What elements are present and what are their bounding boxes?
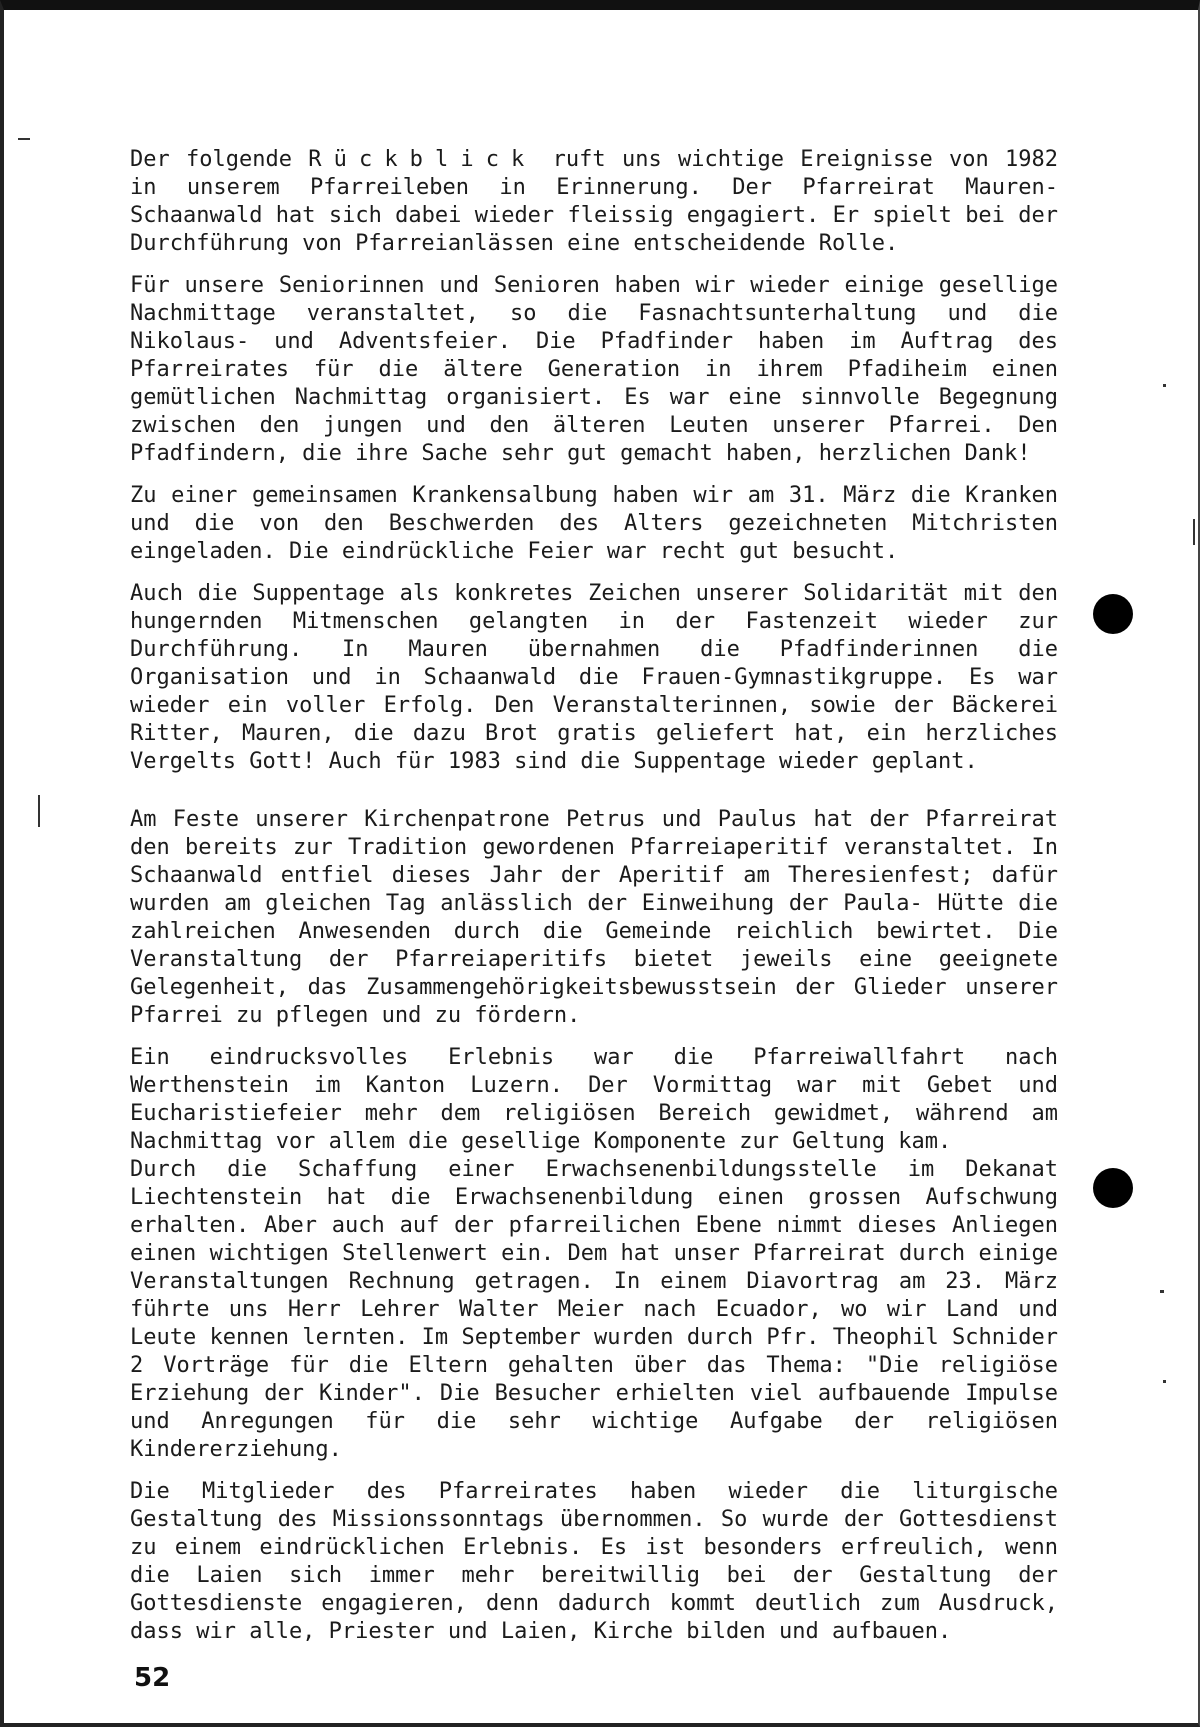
page-text [130,146,1072,1660]
punch-hole-lower [1093,1168,1133,1208]
paragraph-erwachsenenbildung: Durch die Schaffung einer Erwachsenenbildungsstelle im Dekanat Liechtenstein hat die Erwachsenenbildung einen grossen Aufschwung erhalten. Aber auch auf der pfarreilichen Ebene nimmt dieses Anliegen einen wichtigen Stellenwert ein. Dem hat unser Pfarreirat durch einige Veranstaltungen Rechnung getragen. In einem Diavortrag am 23. März führte uns Herr Lehrer Walter Meier nach Ecuador, wo wir Land und Leute kennen lernten. Im September wurden durch Pfr. Theophil Schnider 2 Vorträge für die Eltern gehalten über das Thema: "Die religiöse Erziehung der Kinder". Die Besucher erhielten viel aufbauende Impulse und Anregungen für die sehr wichtige Aufgabe der religiösen Kindererziehung. [130,1157,1072,1462]
paragraph-rueckblick [130,146,1072,258]
page-number: 52 [134,1663,171,1693]
rueckblick-emphasis: Rückblick [308,147,537,172]
paragraph-senioren: Für unsere Seniorinnen und Senioren haben wir wieder einige gesellige Nachmittage veranstaltet, so die Fasnachtsunterhaltung und die Nikolaus- und Adventsfeier. Die Pfadfinder haben im Auftrag des Pfarreirates für die ältere Generation in ihrem Pfadiheim einen gemütlichen Nachmittag organisiert. Es war eine sinnvolle Begegnung zwischen den jungen und den älteren Leuten unserer Pfarrei. Den Pfadfindern, die ihre Sache sehr gut gemacht haben, herzlichen Dank! [130,273,1072,466]
margin-tick-left [18,138,30,140]
paragraph-pfarreiaperitif: Am Feste unserer Kirchenpatrone Petrus und Paulus hat der Pfarreirat den bereits zur Tradition gewordenen Pfarreiaperitif veranstaltet. In Schaanwald entfiel dieses Jahr der Aperitif am Theresienfest; dafür wurden am gleichen Tag anlässlich der Einweihung der Paula- Hütte die zahlreichen Anwesenden durch die Gemeinde reichlich bewirtet. Die Veranstaltung der Pfarreiaperitifs bietet jeweils eine geeignete Gelegenheit, das Zusammengehörigkeitsbewusstsein der Glieder unserer Pfarrei zu pflegen und zu fördern. [130,807,1072,1028]
paragraph-rueckblick-lead: Der folgende [130,147,309,172]
paragraph-suppentage: Auch die Suppentage als konkretes Zeichen unserer Solidarität mit den hungernden Mitmenschen gelangten in der Fastenzeit wieder zur Durchführung. In Mauren übernahmen die Pfadfinderinnen die Organisation und in Schaanwald die Frauen-Gymnastikgruppe. Es war wieder ein voller Erfolg. Den Veranstalterinnen, sowie der Bäckerei Ritter, Mauren, die dazu Brot gratis geliefert hat, ein herzliches Vergelts Gott! Auch für 1983 sind die Suppentage wieder geplant. [130,581,1072,774]
punch-hole-upper [1093,594,1133,634]
paragraph-krankensalbung: Zu einer gemeinsamen Krankensalbung haben wir am 31. März die Kranken und die von den Beschwerden des Alters gezeichneten Mitchristen eingeladen. Die eindrückliche Feier war recht gut besucht. [130,483,1072,564]
speck-right-1 [1163,384,1166,387]
speck-right-3 [1163,1380,1166,1383]
paragraph-rueckblick-rest: ruft uns wichtige Ereignisse von 1982 in unserem Pfarreileben in Erinnerung. Der Pfarreirat Mauren-Schaanwald hat sich dabei wieder fleissig engagiert. Er spielt bei der Durchführung von Pfarreianlässen eine entscheidende Rolle. [130,147,1072,256]
paragraph-wallfahrt: Ein eindrucksvolles Erlebnis war die Pfarreiwallfahrt nach Werthenstein im Kanton Luzern. Der Vormittag war mit Gebet und Eucharistiefeier mehr dem religiösen Bereich gewidmet, während am Nachmittag vor allem die gesellige Komponente zur Geltung kam. [130,1045,1072,1154]
margin-bar-left [38,795,40,827]
speck-right-2 [1160,1290,1164,1293]
margin-bar-right [1193,519,1195,545]
paragraph-missionssonntag: Die Mitglieder des Pfarreirates haben wieder die liturgische Gestaltung des Missionssonntags übernommen. So wurde der Gottesdienst zu einem eindrücklichen Erlebnis. Es ist besonders erfreulich, wenn die Laien sich immer mehr bereitwillig bei der Gestaltung der Gottesdienste engagieren, denn dadurch kommt deutlich zum Ausdruck, dass wir alle, Priester und Laien, Kirche bilden und aufbauen. [130,1479,1072,1644]
